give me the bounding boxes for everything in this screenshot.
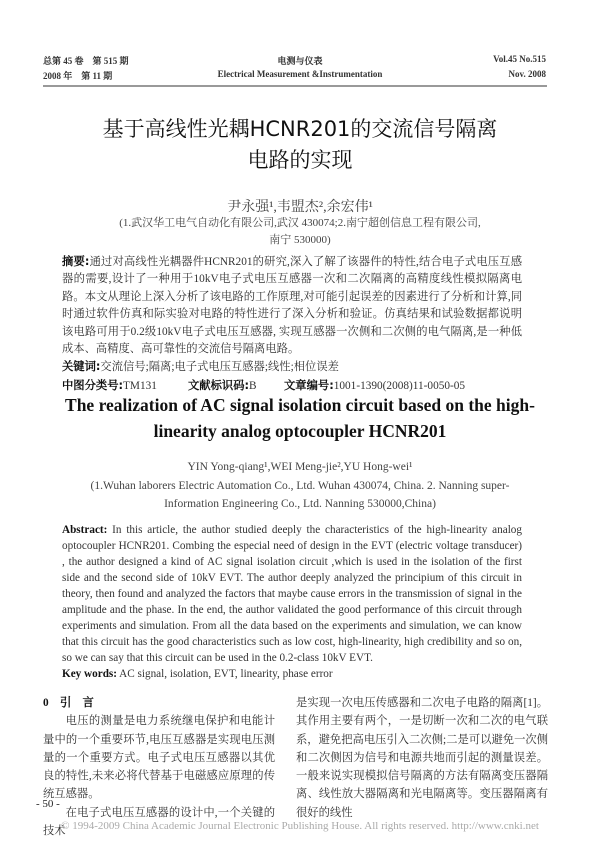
abstract-text: In this article, the author studied deeply the characteristics of the high-linearity analog optocoupler HCNR201. Combing the especial need of design in the EVT (electric voltage transducer) , the author designed a kind of AC signal isolation circuit ,which is used in the isolation of the first side and the second side of 10kV EVT. The author deeply analyzed the principium of this circuit in theory, then found and analyzed the factors that maybe cause errors in the transmission of signal in the amplitude and the phase. In the end, the author validated the good performance of this circuit through experiments and simulation. From all the data based on the experiments and simulation, we can know that this circuit has the good characteristics such as low cost, high-linearity, high credibility and so on, so we can say that this circuit can be used in the 0.2-class 10kV EVT. (62, 524, 522, 664)
english-abstract (62, 522, 522, 682)
doc-code-label: 文献标识码: (188, 378, 250, 392)
section-heading: 0 引 言 (43, 697, 94, 709)
doc-code: B (249, 379, 257, 392)
abstract-label: Abstract: (62, 524, 108, 536)
copyright-footer: © 1994-2009 China Academic Journal Electronic Publishing House. All rights reserved. http://www.cnki.net (61, 820, 539, 832)
left-column (43, 694, 275, 840)
volume-issue: 总第 45 卷 第 515 期 (43, 56, 129, 66)
affiliation (0, 215, 600, 249)
page-number: - 50 - (36, 798, 60, 810)
class-label: 中图分类号: (62, 378, 124, 392)
english-affiliation (0, 478, 600, 513)
affiliation-line: (1.武汉华工电气自动化有限公司,武汉 430074;2.南宁超创信息工程有限公司, (119, 217, 481, 229)
chinese-abstract (62, 253, 522, 395)
journal-name-en: Electrical Measurement &Instrumentation (217, 69, 383, 79)
title-line: The realization of AC signal isolation circuit based on the high- (65, 395, 535, 415)
english-title (40, 392, 560, 444)
abstract-text: 通过对高线性光耦器件HCNR201的研究,深入了解了该器件的特性,结合电子式电压互感器的需要,设计了一种用于10kV电子式电压互感器一次和二次隔离的高精度线性模拟隔离电路。本文从理论上深入分析了该电路的工作原理,对可能引起误差的因素进行了分析和计算,同时通过软件仿真和际实验对电路的特性进行了深入分析和验证。仿真结果和试验数据都说明该电路可用于0.2级10kV电子式电压互感器, 实现互感器一次侧和二次侧的电气隔离,是一种低成本、高精度、高可靠性的交流信号隔离电路。 (62, 256, 522, 356)
paper-title (0, 114, 600, 176)
paragraph: 在电子式电压互感器的设计中,一个关键的技术 (43, 806, 275, 838)
keywords-label: 关键词: (62, 360, 101, 374)
vol-no: Vol.45 No.515 (493, 54, 546, 64)
title-line: 基于高线性光耦HCNR201的交流信号隔离 (102, 117, 498, 141)
english-authors: YIN Yong-qiang¹,WEI Meng-jie²,YU Hong-wei¹ (187, 461, 413, 473)
class-number: TM131 (123, 379, 157, 392)
title-line: linearity analog optocoupler HCNR201 (153, 421, 447, 441)
right-column (296, 694, 548, 822)
date: Nov. 2008 (508, 69, 546, 79)
affiliation-line: Information Engineering Co., Ltd. Nanning 530000,China) (164, 497, 436, 510)
keywords: AC signal, isolation, EVT, linearity, phase error (117, 668, 333, 680)
paragraph: 是实现一次电压传感器和二次电子电路的隔离[1]。其作用主要有两个，一是切断一次和二次的电气联系，避免把高电压引入二次侧;二是可以避免一次侧和二次侧因为信号和电源共地而引起的测量误差。一般来说实现模拟信号隔离的方法有隔离变压器隔离、线性放大器隔离和光电隔离等。变压器隔离有很好的线性 (296, 697, 548, 819)
abstract-label: 摘要: (62, 255, 90, 268)
year-issue: 2008 年 第 11 期 (43, 71, 113, 81)
authors: 尹永强¹,韦盟杰²,余宏伟¹ (227, 200, 373, 215)
keywords: 交流信号;隔离;电子式电压互感器;线性;相位误差 (100, 361, 339, 374)
affiliation-line: (1.Wuhan laborers Electric Automation Co., Ltd. Wuhan 430074, China. 2. Nanning super- (90, 480, 510, 492)
header-rule (43, 85, 547, 87)
article-number-label: 文章编号: (284, 378, 334, 392)
article-number: 1001-1390(2008)11-0050-05 (333, 379, 466, 392)
affiliation-line: 南宁 530000) (269, 234, 331, 246)
title-line: 电路的实现 (247, 148, 353, 172)
journal-name-zh: 电测与仪表 (277, 56, 323, 66)
keywords-label: Key words: (62, 668, 117, 680)
paragraph: 电压的测量是电力系统继电保护和电能计量中的一个重要环节,电压互感器是实现电压测量的一个重要方式。电子式电压互感器以其优良的特性,未来必将代替基于电磁感应原理的传统互感器。 (43, 715, 275, 801)
